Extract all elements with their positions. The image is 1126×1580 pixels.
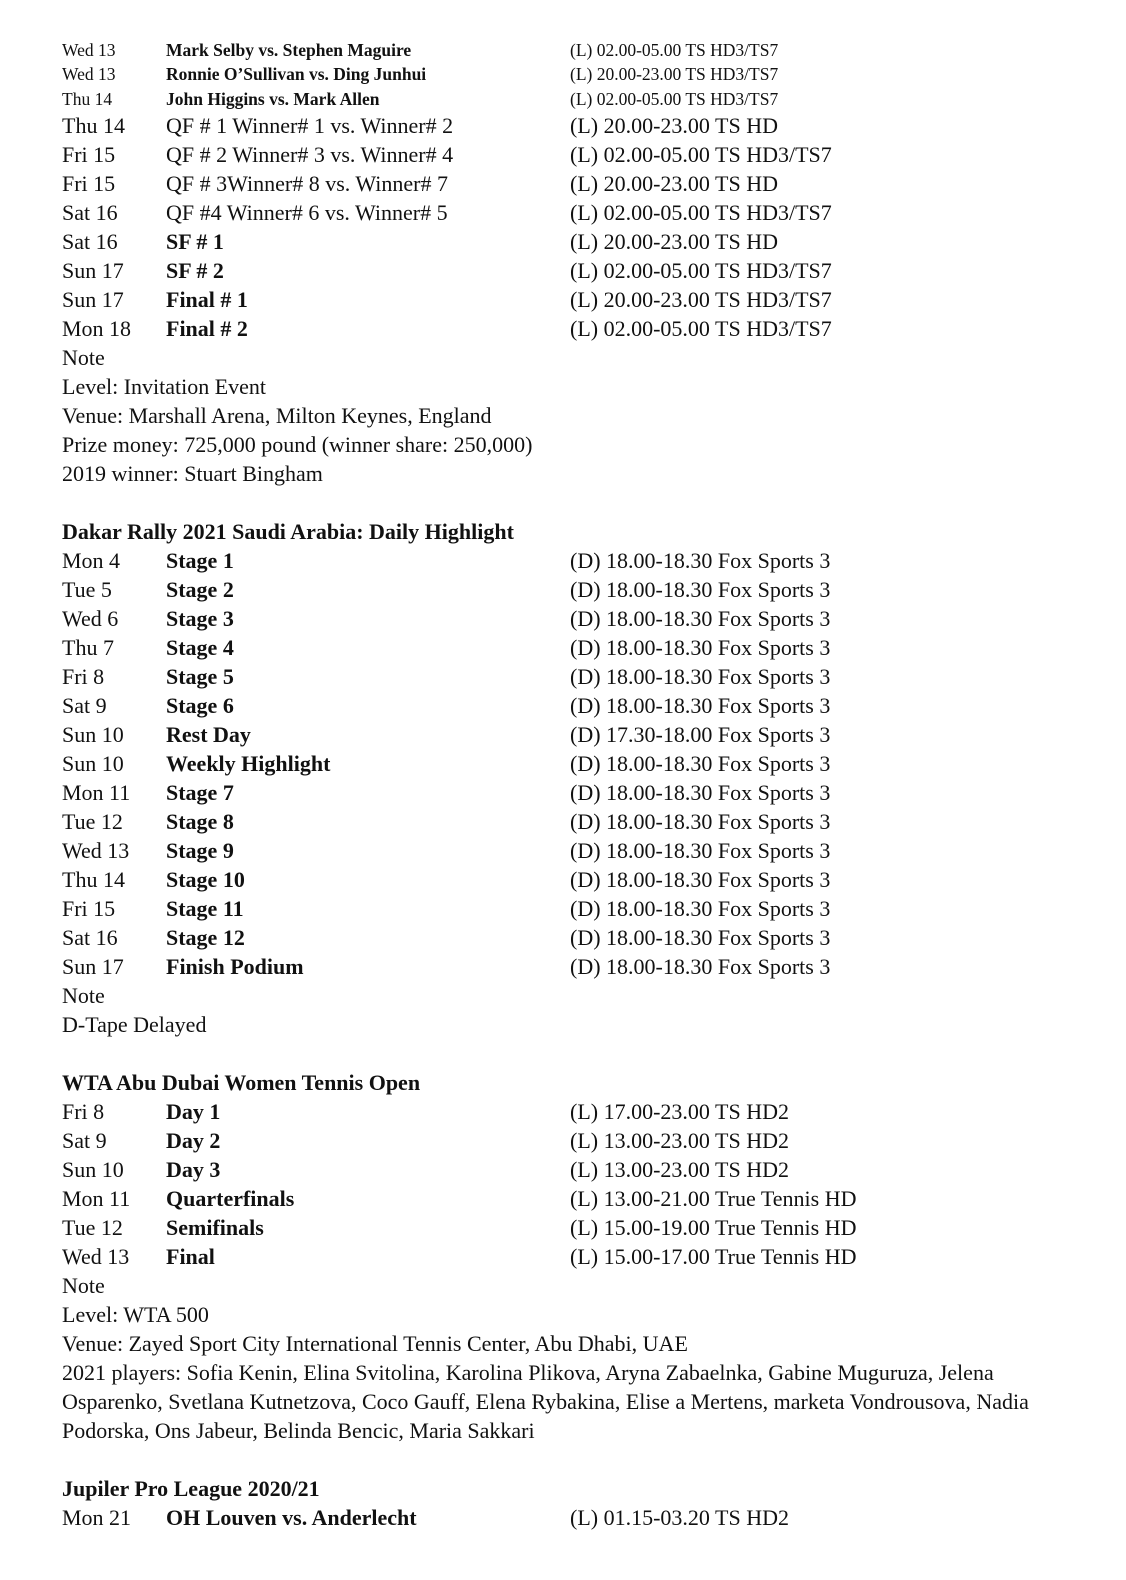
row-event: Stage 3 — [166, 605, 234, 631]
row-time: (L) 02.00-05.00 TS HD3/TS7 — [570, 141, 832, 167]
row-day: Tue 12 — [62, 808, 123, 834]
row-day: Wed 13 — [62, 64, 116, 85]
row-event: Finish Podium — [166, 953, 304, 979]
row-event: QF # 3Winner# 8 vs. Winner# 7 — [166, 170, 448, 196]
row-event: Final # 2 — [166, 315, 248, 341]
row-time: (D) 17.30-18.00 Fox Sports 3 — [570, 721, 831, 747]
schedule-row — [62, 1097, 1072, 1126]
row-event: Stage 4 — [166, 634, 234, 660]
wta-section — [62, 1068, 1072, 1445]
row-event: QF # 1 Winner# 1 vs. Winner# 2 — [166, 112, 454, 138]
row-day: Mon 11 — [62, 779, 131, 805]
row-event: Rest Day — [166, 721, 251, 747]
note-level: Level: WTA 500 — [62, 1301, 209, 1327]
row-event: John Higgins vs. Mark Allen — [166, 88, 380, 109]
row-day: Tue 5 — [62, 576, 112, 602]
row-event: QF #4 Winner# 6 vs. Winner# 5 — [166, 199, 448, 225]
row-time: (D) 18.00-18.30 Fox Sports 3 — [570, 692, 831, 718]
note-venue: Venue: Marshall Arena, Milton Keynes, England — [62, 402, 492, 428]
row-time: (D) 18.00-18.30 Fox Sports 3 — [570, 634, 831, 660]
row-event: Semifinals — [166, 1214, 264, 1240]
row-day: Sun 10 — [62, 721, 124, 747]
row-day: Fri 8 — [62, 663, 105, 689]
row-time: (L) 02.00-05.00 TS HD3/TS7 — [570, 315, 832, 341]
row-time: (D) 18.00-18.30 Fox Sports 3 — [570, 866, 831, 892]
row-time: (L) 02.00-05.00 TS HD3/TS7 — [570, 88, 779, 109]
schedule-row — [62, 1242, 1072, 1271]
schedule-row — [62, 836, 1072, 865]
schedule-row — [62, 87, 1072, 111]
note-label: Note — [62, 1272, 105, 1298]
row-event: Stage 11 — [166, 895, 244, 921]
row-time: (D) 18.00-18.30 Fox Sports 3 — [570, 953, 831, 979]
schedule-row — [62, 691, 1072, 720]
row-day: Sat 9 — [62, 1127, 107, 1153]
jupiler-section — [62, 1474, 1072, 1532]
dakar-section — [62, 517, 1072, 1039]
row-time: (D) 18.00-18.30 Fox Sports 3 — [570, 895, 831, 921]
row-event: Stage 8 — [166, 808, 234, 834]
note-players: 2021 players: Sofia Kenin, Elina Svitolina, Karolina Plikova, Aryna Zabaelnka, Gabine Muguruza, Jelena Osparenko, Svetlana Kutnetzova, Coco Gauff, Elena Rybakina, Elise a Mertens, marketa Vondrousova, Nadia Podorska, Ons Jabeur, Belinda Bencic, Maria Sakkari — [62, 1359, 1029, 1443]
note-prize-money: Prize money: 725,000 pound (winner share: 250,000) — [62, 431, 533, 457]
row-event: OH Louven vs. Anderlecht — [166, 1504, 417, 1530]
schedule-row — [62, 111, 1072, 140]
note-previous-winner: 2019 winner: Stuart Bingham — [62, 460, 323, 486]
row-time: (L) 13.00-21.00 True Tennis HD — [570, 1185, 857, 1211]
row-time: (D) 18.00-18.30 Fox Sports 3 — [570, 750, 831, 776]
row-day: Sat 16 — [62, 228, 118, 254]
row-event: Stage 10 — [166, 866, 245, 892]
row-event: Stage 7 — [166, 779, 234, 805]
row-time: (L) 02.00-05.00 TS HD3/TS7 — [570, 257, 832, 283]
row-day: Thu 14 — [62, 88, 113, 109]
note-level: Level: Invitation Event — [62, 373, 267, 399]
note-legend: D-Tape Delayed — [62, 1011, 207, 1037]
row-day: Wed 13 — [62, 1243, 130, 1269]
schedule-row — [62, 62, 1072, 86]
schedule-row — [62, 169, 1072, 198]
row-time: (D) 18.00-18.30 Fox Sports 3 — [570, 576, 831, 602]
row-day: Wed 6 — [62, 605, 119, 631]
row-event: Stage 12 — [166, 924, 245, 950]
schedule-row — [62, 575, 1072, 604]
note-label: Note — [62, 982, 105, 1008]
row-event: SF # 2 — [166, 257, 224, 283]
schedule-row — [62, 140, 1072, 169]
row-time: (L) 20.00-23.00 TS HD — [570, 170, 778, 196]
row-day: Sun 17 — [62, 953, 124, 979]
schedule-row — [62, 865, 1072, 894]
schedule-row — [62, 1155, 1072, 1184]
schedule-page — [62, 38, 1072, 1532]
schedule-row — [62, 952, 1072, 981]
row-day: Fri 15 — [62, 141, 116, 167]
row-day: Tue 12 — [62, 1214, 123, 1240]
snooker-section — [62, 38, 1072, 488]
row-day: Mon 18 — [62, 315, 132, 341]
row-event: Ronnie O’Sullivan vs. Ding Junhui — [166, 64, 427, 85]
row-time: (L) 13.00-23.00 TS HD2 — [570, 1156, 789, 1182]
schedule-row — [62, 749, 1072, 778]
row-day: Thu 7 — [62, 634, 114, 660]
schedule-row — [62, 662, 1072, 691]
row-time: (L) 20.00-23.00 TS HD3/TS7 — [570, 286, 832, 312]
row-day: Fri 8 — [62, 1098, 105, 1124]
row-time: (L) 02.00-05.00 TS HD3/TS7 — [570, 199, 832, 225]
row-time: (L) 20.00-23.00 TS HD — [570, 112, 778, 138]
row-time: (L) 20.00-23.00 TS HD3/TS7 — [570, 64, 779, 85]
row-time: (D) 18.00-18.30 Fox Sports 3 — [570, 837, 831, 863]
row-time: (L) 01.15-03.20 TS HD2 — [570, 1504, 789, 1530]
row-event: Day 1 — [166, 1098, 221, 1124]
row-day: Thu 14 — [62, 866, 125, 892]
schedule-row — [62, 256, 1072, 285]
row-event: Stage 2 — [166, 576, 234, 602]
schedule-row — [62, 1503, 1072, 1532]
section-title: Dakar Rally 2021 Saudi Arabia: Daily Highlight — [62, 518, 514, 544]
schedule-row — [62, 38, 1072, 62]
row-day: Sun 17 — [62, 257, 124, 283]
row-day: Fri 15 — [62, 895, 116, 921]
row-event: Day 2 — [166, 1127, 221, 1153]
schedule-row — [62, 633, 1072, 662]
row-event: Quarterfinals — [166, 1185, 295, 1211]
row-day: Mon 21 — [62, 1504, 132, 1530]
row-day: Mon 11 — [62, 1185, 131, 1211]
row-time: (D) 18.00-18.30 Fox Sports 3 — [570, 663, 831, 689]
schedule-row — [62, 923, 1072, 952]
row-time: (D) 18.00-18.30 Fox Sports 3 — [570, 779, 831, 805]
row-day: Sat 9 — [62, 692, 107, 718]
schedule-row — [62, 894, 1072, 923]
row-event: Stage 5 — [166, 663, 234, 689]
row-event: Mark Selby vs. Stephen Maguire — [166, 40, 412, 60]
row-day: Wed 13 — [62, 837, 130, 863]
schedule-row — [62, 285, 1072, 314]
schedule-row — [62, 1184, 1072, 1213]
schedule-row — [62, 546, 1072, 575]
row-time: (L) 17.00-23.00 TS HD2 — [570, 1098, 789, 1124]
row-time: (D) 18.00-18.30 Fox Sports 3 — [570, 605, 831, 631]
row-event: Stage 1 — [166, 547, 234, 573]
schedule-row — [62, 1213, 1072, 1242]
row-day: Wed 13 — [62, 40, 116, 60]
row-time: (D) 18.00-18.30 Fox Sports 3 — [570, 808, 831, 834]
schedule-row — [62, 720, 1072, 749]
section-title: WTA Abu Dubai Women Tennis Open — [62, 1069, 421, 1095]
row-time: (L) 02.00-05.00 TS HD3/TS7 — [570, 40, 779, 60]
note-venue: Venue: Zayed Sport City International Tennis Center, Abu Dhabi, UAE — [62, 1330, 688, 1356]
schedule-row — [62, 778, 1072, 807]
schedule-row — [62, 604, 1072, 633]
row-day: Mon 4 — [62, 547, 121, 573]
row-time: (D) 18.00-18.30 Fox Sports 3 — [570, 924, 831, 950]
schedule-row — [62, 227, 1072, 256]
row-event: Weekly Highlight — [166, 750, 331, 776]
schedule-row — [62, 807, 1072, 836]
row-event: Final # 1 — [166, 286, 248, 312]
row-event: Stage 6 — [166, 692, 234, 718]
row-day: Sun 10 — [62, 750, 124, 776]
row-event: Day 3 — [166, 1156, 221, 1182]
row-event: Final — [166, 1243, 215, 1269]
section-title: Jupiler Pro League 2020/21 — [62, 1475, 320, 1501]
row-day: Fri 15 — [62, 170, 116, 196]
row-time: (L) 20.00-23.00 TS HD — [570, 228, 778, 254]
row-day: Thu 14 — [62, 112, 125, 138]
row-time: (L) 13.00-23.00 TS HD2 — [570, 1127, 789, 1153]
row-time: (D) 18.00-18.30 Fox Sports 3 — [570, 547, 831, 573]
row-event: SF # 1 — [166, 228, 224, 254]
row-event: QF # 2 Winner# 3 vs. Winner# 4 — [166, 141, 454, 167]
row-day: Sun 17 — [62, 286, 124, 312]
row-day: Sat 16 — [62, 199, 118, 225]
schedule-row — [62, 1126, 1072, 1155]
row-day: Sat 16 — [62, 924, 118, 950]
row-day: Sun 10 — [62, 1156, 124, 1182]
schedule-row — [62, 314, 1072, 343]
note-label: Note — [62, 344, 105, 370]
row-time: (L) 15.00-19.00 True Tennis HD — [570, 1214, 857, 1240]
schedule-row — [62, 198, 1072, 227]
row-event: Stage 9 — [166, 837, 234, 863]
row-time: (L) 15.00-17.00 True Tennis HD — [570, 1243, 857, 1269]
